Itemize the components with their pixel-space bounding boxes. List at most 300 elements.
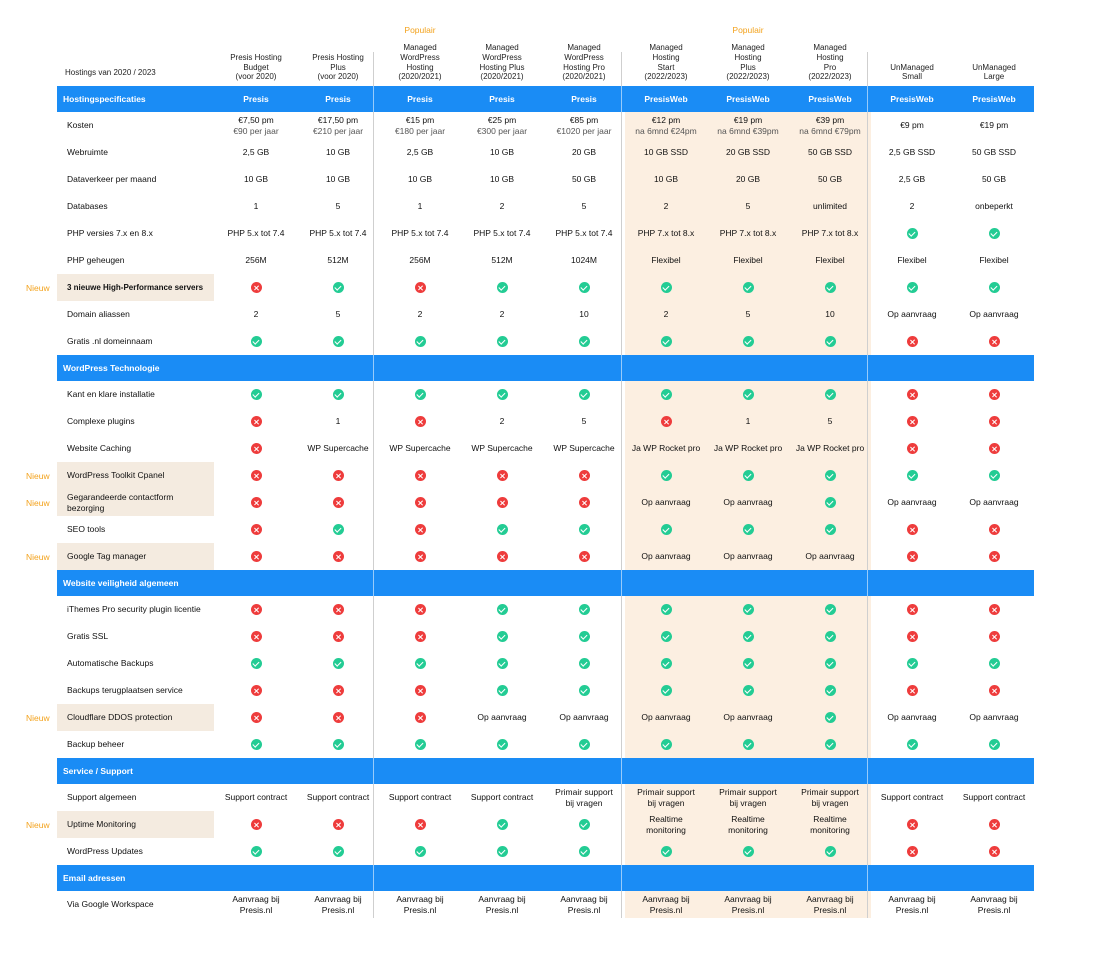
table-cell: 10 GB SSD <box>644 147 688 158</box>
cell-line: Aanvraag bij <box>642 894 690 905</box>
table-cell <box>625 462 707 489</box>
plan-name-line: WordPress <box>400 52 440 62</box>
check-icon <box>825 631 836 642</box>
check-icon <box>661 604 672 615</box>
check-icon <box>579 389 590 400</box>
check-icon <box>497 631 508 642</box>
table-cell <box>789 274 871 301</box>
plan-name <box>726 43 769 82</box>
table-cell <box>461 596 543 623</box>
table-cell <box>953 596 1035 623</box>
table-cell: Ja WP Rocket pro <box>631 443 701 454</box>
row-label: Cloudflare DDOS protection <box>67 712 173 723</box>
check-icon <box>661 524 672 535</box>
check-icon <box>497 658 508 669</box>
table-cell <box>461 381 543 408</box>
plan-header <box>379 34 461 86</box>
cross-icon <box>497 551 508 562</box>
cell-text <box>637 787 695 807</box>
plan-name <box>808 43 851 82</box>
cross-icon <box>497 497 508 508</box>
table-cell: 2 <box>499 201 505 212</box>
cell-line: €19 pm <box>979 120 1009 131</box>
check-icon <box>251 336 262 347</box>
cross-icon <box>907 819 918 830</box>
cell-line: Primair support <box>637 787 695 798</box>
cross-icon <box>989 443 1000 454</box>
new-tag: Nieuw <box>26 712 50 723</box>
check-icon <box>825 336 836 347</box>
cross-icon <box>907 524 918 535</box>
row-label: Webruimte <box>67 147 108 158</box>
table-title: Hostings van 2020 / 2023 <box>65 68 156 78</box>
table-cell <box>379 274 461 301</box>
table-cell <box>871 731 953 758</box>
table-cell <box>707 677 789 704</box>
check-icon <box>907 658 918 669</box>
table-cell <box>789 650 871 677</box>
cell-text <box>314 894 361 914</box>
cross-icon <box>579 470 590 481</box>
table-cell <box>953 462 1035 489</box>
plan-name-line: WordPress <box>564 52 604 62</box>
plan-header <box>297 34 379 86</box>
table-cell <box>789 381 871 408</box>
table-cell <box>625 784 707 811</box>
cell-subline: na 6mnd €79pm <box>799 125 861 136</box>
cell-text <box>799 115 860 135</box>
cross-icon <box>415 712 426 723</box>
cell-line: €9 pm <box>900 120 924 131</box>
table-cell <box>215 435 297 462</box>
cross-icon <box>415 282 426 293</box>
table-cell <box>789 891 871 918</box>
table-cell <box>625 328 707 355</box>
table-cell <box>215 838 297 865</box>
table-cell: 50 GB SSD <box>972 147 1016 158</box>
table-cell <box>215 381 297 408</box>
check-icon <box>825 389 836 400</box>
table-cell <box>461 112 543 139</box>
table-cell <box>379 516 461 543</box>
table-cell <box>215 274 297 301</box>
check-icon <box>661 470 672 481</box>
check-icon <box>825 658 836 669</box>
row-label: Website Caching <box>67 443 132 454</box>
row-label: 3 nieuwe High-Performance servers <box>67 282 204 292</box>
check-icon <box>497 524 508 535</box>
check-icon <box>497 685 508 696</box>
cell-text <box>646 814 686 834</box>
table-cell <box>707 462 789 489</box>
plan-name-line: (2020/2021) <box>398 72 442 82</box>
plan-name-line: Hosting <box>816 52 844 62</box>
cross-icon <box>989 819 1000 830</box>
cross-icon <box>415 685 426 696</box>
cross-icon <box>989 551 1000 562</box>
table-cell: Op aanvraag <box>969 497 1019 508</box>
cross-icon <box>579 497 590 508</box>
table-cell <box>215 328 297 355</box>
table-cell <box>953 811 1035 838</box>
table-cell: WP Supercache <box>553 443 615 454</box>
plan-name-line: Budget <box>243 62 269 72</box>
check-icon <box>989 739 1000 750</box>
table-cell <box>707 328 789 355</box>
cell-text <box>635 115 696 135</box>
cross-icon <box>333 470 344 481</box>
cross-icon <box>251 497 262 508</box>
table-cell <box>871 112 953 139</box>
cell-text <box>233 115 278 135</box>
cross-icon <box>415 416 426 427</box>
check-icon <box>497 819 508 830</box>
check-icon <box>825 739 836 750</box>
table-cell: Op aanvraag <box>969 309 1019 320</box>
table-cell <box>871 435 953 462</box>
cross-icon <box>907 631 918 642</box>
table-cell: 2 <box>417 309 423 320</box>
row-label: Via Google Workspace <box>67 899 154 910</box>
plan-header <box>215 34 297 86</box>
section-bar-separator <box>867 865 868 891</box>
cell-subline: Presis.nl <box>485 904 519 915</box>
cell-subline: Presis.nl <box>649 904 683 915</box>
table-cell: 50 GB <box>817 174 843 185</box>
section-bar-separator <box>621 570 622 596</box>
table-cell <box>215 891 297 918</box>
cell-subline: bij vragen <box>647 797 685 808</box>
cross-icon <box>333 819 344 830</box>
row-label: Backup beheer <box>67 739 125 750</box>
table-cell <box>543 328 625 355</box>
cross-icon <box>333 712 344 723</box>
plan-name-line: Managed <box>649 43 683 52</box>
table-cell: Ja WP Rocket pro <box>795 443 865 454</box>
table-cell <box>707 596 789 623</box>
table-cell <box>379 596 461 623</box>
cross-icon <box>415 604 426 615</box>
table-cell <box>543 891 625 918</box>
cell-subline: Presis.nl <box>403 904 437 915</box>
table-cell: 5 <box>581 416 587 427</box>
table-cell <box>953 838 1035 865</box>
cell-line: Realtime <box>731 814 765 825</box>
table-cell: Op aanvraag <box>887 712 937 723</box>
table-cell: WP Supercache <box>389 443 451 454</box>
table-cell <box>871 891 953 918</box>
check-icon <box>743 685 754 696</box>
table-cell <box>625 112 707 139</box>
check-icon <box>825 712 836 723</box>
table-cell: Support contract <box>306 792 370 803</box>
cell-text <box>801 787 859 807</box>
table-cell <box>297 516 379 543</box>
table-cell: 1 <box>745 416 751 427</box>
row-label: PHP versies 7.x en 8.x <box>67 228 153 239</box>
cross-icon <box>415 819 426 830</box>
cross-icon <box>661 416 672 427</box>
check-icon <box>661 282 672 293</box>
check-icon <box>333 336 344 347</box>
table-cell <box>297 328 379 355</box>
table-cell <box>297 811 379 838</box>
row-label: Domain aliassen <box>67 309 130 320</box>
cross-icon <box>579 551 590 562</box>
check-icon <box>907 470 918 481</box>
cell-text <box>555 787 613 807</box>
table-cell: Op aanvraag <box>559 712 609 723</box>
cross-icon <box>497 470 508 481</box>
table-cell <box>215 516 297 543</box>
table-cell <box>707 274 789 301</box>
table-cell <box>215 677 297 704</box>
section-bar-separator <box>373 570 374 596</box>
cell-text <box>980 120 1008 130</box>
check-icon <box>825 524 836 535</box>
table-cell <box>707 811 789 838</box>
table-cell <box>215 811 297 838</box>
row-label: Backups terugplaatsen service <box>67 685 183 696</box>
check-icon <box>825 846 836 857</box>
check-icon <box>333 658 344 669</box>
table-cell <box>461 891 543 918</box>
table-cell <box>625 408 707 435</box>
cell-subline: €210 per jaar <box>312 125 364 136</box>
table-cell: PHP 5.x tot 7.4 <box>391 228 449 239</box>
table-cell <box>707 731 789 758</box>
table-cell: Flexibel <box>897 255 927 266</box>
cross-icon <box>333 551 344 562</box>
table-cell: 5 <box>581 201 587 212</box>
check-icon <box>661 631 672 642</box>
row-label: SEO tools <box>67 524 106 535</box>
table-cell <box>379 811 461 838</box>
plan-name-line: Small <box>901 72 922 82</box>
table-cell <box>461 543 543 570</box>
check-icon <box>333 739 344 750</box>
cross-icon <box>989 631 1000 642</box>
cell-text <box>478 894 525 914</box>
table-cell: 1 <box>417 201 423 212</box>
cross-icon <box>989 524 1000 535</box>
cell-line: Primair support <box>719 787 777 798</box>
check-icon <box>333 846 344 857</box>
table-cell: 10 <box>825 309 835 320</box>
table-cell <box>871 328 953 355</box>
section-title: Website veiligheid algemeen <box>63 577 179 588</box>
plan-name-line: Presis Hosting <box>312 52 364 62</box>
table-cell: Op aanvraag <box>887 309 937 320</box>
check-icon <box>743 470 754 481</box>
table-cell: 10 GB <box>325 147 351 158</box>
table-cell <box>215 408 297 435</box>
cell-line: €19 pm <box>733 115 763 126</box>
table-cell <box>215 543 297 570</box>
table-cell <box>543 462 625 489</box>
table-cell <box>297 596 379 623</box>
plan-name-line: (2020/2021) <box>480 72 524 82</box>
cell-subline: Presis.nl <box>239 904 273 915</box>
table-cell <box>215 596 297 623</box>
table-cell <box>953 408 1035 435</box>
table-cell: Op aanvraag <box>723 551 773 562</box>
table-cell: 50 GB <box>981 174 1007 185</box>
table-cell <box>297 543 379 570</box>
check-icon <box>497 282 508 293</box>
table-cell <box>461 516 543 543</box>
table-cell <box>461 328 543 355</box>
new-tag: Nieuw <box>26 282 50 293</box>
plan-name-line: Hosting <box>734 52 762 62</box>
cross-icon <box>907 604 918 615</box>
table-cell: Op aanvraag <box>477 712 527 723</box>
cross-icon <box>907 551 918 562</box>
plan-header <box>625 34 707 86</box>
table-cell <box>543 274 625 301</box>
cross-icon <box>415 470 426 481</box>
check-icon <box>497 739 508 750</box>
popular-label: Populair <box>404 25 436 35</box>
plan-name-line: Hosting <box>406 62 434 72</box>
provider-label: PresisWeb <box>808 93 852 104</box>
table-cell <box>789 623 871 650</box>
cell-subline: Presis.nl <box>813 904 847 915</box>
check-icon <box>743 846 754 857</box>
table-cell: 256M <box>409 255 431 266</box>
table-cell: PHP 5.x tot 7.4 <box>555 228 613 239</box>
check-icon <box>743 739 754 750</box>
table-cell <box>625 811 707 838</box>
table-cell <box>953 677 1035 704</box>
cell-subline: bij vragen <box>811 797 849 808</box>
table-cell <box>953 731 1035 758</box>
check-icon <box>907 739 918 750</box>
table-cell <box>297 112 379 139</box>
cell-text <box>728 814 768 834</box>
table-cell <box>625 623 707 650</box>
cross-icon <box>415 497 426 508</box>
table-cell <box>379 543 461 570</box>
section-title: Hostingspecificaties <box>63 93 146 104</box>
table-cell <box>953 112 1035 139</box>
table-cell: 512M <box>491 255 513 266</box>
table-cell: 2,5 GB <box>898 174 926 185</box>
table-cell: Op aanvraag <box>723 712 773 723</box>
table-cell <box>953 650 1035 677</box>
table-cell <box>461 650 543 677</box>
table-cell: Flexibel <box>733 255 763 266</box>
table-cell: 2 <box>663 201 669 212</box>
cell-text <box>717 115 778 135</box>
cross-icon <box>333 631 344 642</box>
table-cell: 2 <box>663 309 669 320</box>
table-cell: Support contract <box>388 792 452 803</box>
table-cell: 2,5 GB <box>242 147 270 158</box>
cell-line: Aanvraag bij <box>560 894 608 905</box>
row-label: Gratis SSL <box>67 631 109 642</box>
table-cell <box>215 650 297 677</box>
section-bar-separator <box>867 570 868 596</box>
table-cell: 1024M <box>571 255 597 266</box>
section-bar-separator <box>621 758 622 784</box>
table-cell <box>297 650 379 677</box>
cell-subline: Presis.nl <box>731 904 765 915</box>
plan-name-line: (voor 2020) <box>235 72 277 82</box>
section-bar-separator <box>373 758 374 784</box>
table-cell: PHP 7.x tot 8.x <box>637 228 695 239</box>
cross-icon <box>415 551 426 562</box>
cross-icon <box>251 416 262 427</box>
plan-name-line: Pro <box>823 62 837 72</box>
table-cell <box>953 274 1035 301</box>
table-cell <box>789 328 871 355</box>
cell-line: Aanvraag bij <box>478 894 526 905</box>
table-cell <box>461 623 543 650</box>
table-cell: onbeperkt <box>975 201 1013 212</box>
cross-icon <box>989 685 1000 696</box>
check-icon <box>251 389 262 400</box>
table-cell: PHP 5.x tot 7.4 <box>227 228 285 239</box>
table-cell <box>953 543 1035 570</box>
table-cell <box>543 489 625 516</box>
plan-name-line: Hosting Pro <box>563 62 605 72</box>
section-bar-separator <box>867 758 868 784</box>
check-icon <box>579 685 590 696</box>
table-cell <box>871 381 953 408</box>
section-bar-separator <box>867 355 868 381</box>
check-icon <box>579 604 590 615</box>
check-icon <box>743 336 754 347</box>
table-cell: Flexibel <box>815 255 845 266</box>
cell-line: Aanvraag bij <box>806 894 854 905</box>
check-icon <box>497 604 508 615</box>
table-cell <box>379 462 461 489</box>
cell-subline: bij vragen <box>729 797 767 808</box>
table-cell: Support contract <box>470 792 534 803</box>
cell-text <box>232 894 279 914</box>
table-cell <box>297 731 379 758</box>
table-cell <box>297 623 379 650</box>
check-icon <box>661 739 672 750</box>
table-cell <box>625 731 707 758</box>
check-icon <box>333 524 344 535</box>
cell-subline: Presis.nl <box>321 904 355 915</box>
check-icon <box>989 658 1000 669</box>
cell-subline: €1020 per jaar <box>556 125 612 136</box>
table-cell <box>789 784 871 811</box>
table-cell: 2,5 GB SSD <box>888 147 936 158</box>
cross-icon <box>989 846 1000 857</box>
table-cell: 10 GB <box>489 174 515 185</box>
table-cell <box>707 838 789 865</box>
table-cell: WP Supercache <box>307 443 369 454</box>
row-label: WordPress Updates <box>67 846 143 857</box>
table-cell: Op aanvraag <box>641 551 691 562</box>
row-label: Complexe plugins <box>67 416 135 427</box>
check-icon <box>497 846 508 857</box>
section-bar-separator <box>621 355 622 381</box>
cell-line: €39 pm <box>815 115 845 126</box>
section-title: Service / Support <box>63 765 133 776</box>
table-cell <box>953 516 1035 543</box>
check-icon <box>251 658 262 669</box>
cross-icon <box>251 819 262 830</box>
plan-name <box>644 43 687 82</box>
cell-subline: na 6mnd €24pm <box>635 125 697 136</box>
cell-line: Realtime <box>813 814 847 825</box>
cell-text <box>810 814 850 834</box>
